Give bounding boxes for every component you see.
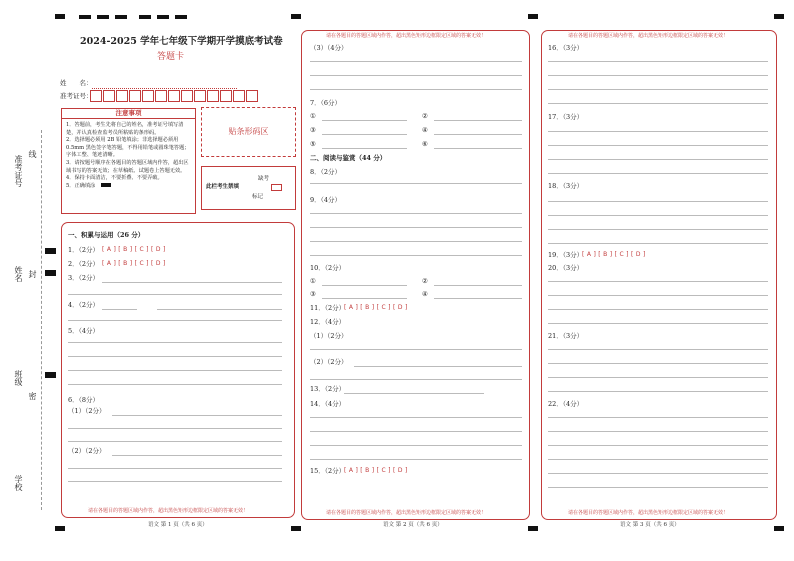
col3-warning-bottom: 请在各题目的答题区域内作答，超出黑色矩形边框限定区域的答案无效！ <box>568 510 729 516</box>
q9-label: 9．（4分） <box>310 196 342 204</box>
barcode-label: 贴条形码区 <box>228 127 269 136</box>
note-1: 1．答题前，考生先将自己的姓名，准考证号填写清楚，并认真检查监考员所粘贴的条形码。 <box>66 122 184 136</box>
footer-page2: 语文 第 2 页（共 6 页） <box>383 522 443 528</box>
q14-label: 14．（4分） <box>310 400 346 408</box>
side-class: 班级 <box>14 370 23 386</box>
q5-label: 5．（4分） <box>68 327 100 335</box>
section1-title: 一、积累与运用（26 分） <box>68 231 145 239</box>
c1: ① <box>310 112 316 120</box>
q12-label: 12．（4分） <box>310 318 346 326</box>
note-3: 3．请按题号顺序在各题目的答题区域内作答，超出区域书写的答案无效；在草稿纸、试题卷上答题无效。 <box>66 159 189 174</box>
notes-box <box>61 108 196 214</box>
absent-mark-box[interactable] <box>271 184 282 191</box>
q21-label: 21．（3分） <box>548 332 584 340</box>
q1-options[interactable]: [ A ] [ B ] [ C ] [ D ] <box>102 246 166 253</box>
binding-margin <box>10 130 40 510</box>
q10-c3: ③ <box>310 290 316 298</box>
q2-options[interactable]: [ A ] [ B ] [ C ] [ D ] <box>102 260 166 267</box>
q1-label: 1．（2分） <box>68 246 100 254</box>
q6-1-label: （1）（2分） <box>68 407 106 415</box>
q7-label: 7．（6分） <box>310 99 342 107</box>
exam-no-label: 准考证号： <box>60 92 93 100</box>
absent-box <box>201 166 296 210</box>
side-seal: 封 <box>28 270 37 278</box>
barcode-area <box>201 107 296 157</box>
section2-title: 二、阅读与鉴赏（44 分） <box>310 154 387 162</box>
side-school: 学校 <box>14 475 23 491</box>
col3-warning-top: 请在各题目的答题区域内作答，超出黑色矩形边框限定区域的答案无效！ <box>568 33 729 39</box>
q18-label: 18．（3分） <box>548 182 584 190</box>
q15-label: 15．（2分） <box>310 467 346 475</box>
c6: ⑥ <box>422 140 428 148</box>
q6-2-label: （2）（2分） <box>68 447 106 455</box>
q11-label: 11．（2分） <box>310 304 346 312</box>
q10-label: 10．（2分） <box>310 264 346 272</box>
c3: ③ <box>310 126 316 134</box>
footer-page1: 语文 第 1 页（共 6 页） <box>148 522 208 528</box>
name-input-line[interactable] <box>92 88 237 89</box>
c4: ④ <box>422 126 428 134</box>
q20-label: 20．（3分） <box>548 264 584 272</box>
q15-options[interactable]: [ A ] [ B ] [ C ] [ D ] <box>344 467 408 474</box>
q10-c4: ④ <box>422 290 428 298</box>
q10-c2: ② <box>422 277 428 285</box>
c5: ⑤ <box>310 140 316 148</box>
side-secret: 密 <box>28 392 37 400</box>
notes-list <box>66 122 192 190</box>
side-line: 线 <box>28 150 37 158</box>
col2-warning-bottom: 请在各题目的答题区域内作答，超出黑色矩形边框限定区域的答案无效！ <box>326 510 487 516</box>
q6-label: 6．（8分） <box>68 396 100 404</box>
footer-page3: 语文 第 3 页（共 6 页） <box>620 522 680 528</box>
note-4: 4．保持卡面清洁，不要折叠、不要弄破。 <box>66 175 163 182</box>
note-5 <box>66 183 192 191</box>
q19-options[interactable]: [ A ] [ B ] [ C ] [ D ] <box>582 251 646 258</box>
q17-label: 17．（3分） <box>548 113 584 121</box>
q19-label: 19．（3分） <box>548 251 584 259</box>
side-name: 姓名 <box>14 266 23 282</box>
absent-line1: 缺考 <box>258 176 270 182</box>
note-5-text: 5．正确填涂 <box>66 182 96 189</box>
filled-sample-mark <box>101 183 111 187</box>
answer-box-col1 <box>61 222 295 518</box>
exam-no-boxes[interactable] <box>90 90 258 101</box>
q8-label: 8．（2分） <box>310 168 342 176</box>
q10-c1: ① <box>310 277 316 285</box>
side-exam-id: 准考证号 <box>14 155 23 187</box>
q11-options[interactable]: [ A ] [ B ] [ C ] [ D ] <box>344 304 408 311</box>
q12-2-label: （2）（2分） <box>310 358 348 366</box>
absent-line2: 标记 <box>252 194 264 200</box>
answer-box-col3 <box>541 30 777 520</box>
q4-label: 4．（2分） <box>68 301 100 309</box>
page-title: 2024-2025 学年七年级下学期开学摸底考试卷 <box>80 36 283 47</box>
col2-warning-top: 请在各题目的答题区域内作答，超出黑色矩形边框限定区域的答案无效！ <box>326 33 487 39</box>
q12-1-label: （1）（2分） <box>310 332 348 340</box>
q3-label: 3．（2分） <box>68 274 100 282</box>
c2: ② <box>422 112 428 120</box>
absent-label: 此栏考生禁填 <box>206 184 240 190</box>
q2-label: 2．（2分） <box>68 260 100 268</box>
note-2: 2．选择题必须用 2B 铅笔填涂；非选择题必须用 0.5mm 黑色签字笔答题，不得用铅笔或圆珠笔答题；字体工整、笔迹清晰。 <box>66 137 190 159</box>
q16-label: 16．（3分） <box>548 44 584 52</box>
notes-title: 注意事项 <box>62 109 195 119</box>
name-label: 姓 名： <box>60 79 93 87</box>
q3-4-label: （3）（4分） <box>310 44 348 52</box>
answer-box-col2 <box>301 30 530 520</box>
col1-warning: 请在各题目的答题区域内作答，超出黑色矩形边框限定区域的答案无效！ <box>88 508 249 514</box>
page-subtitle: 答题卡 <box>157 52 185 62</box>
q22-label: 22．（4分） <box>548 400 584 408</box>
q13-label: 13．（2分） <box>310 385 346 393</box>
